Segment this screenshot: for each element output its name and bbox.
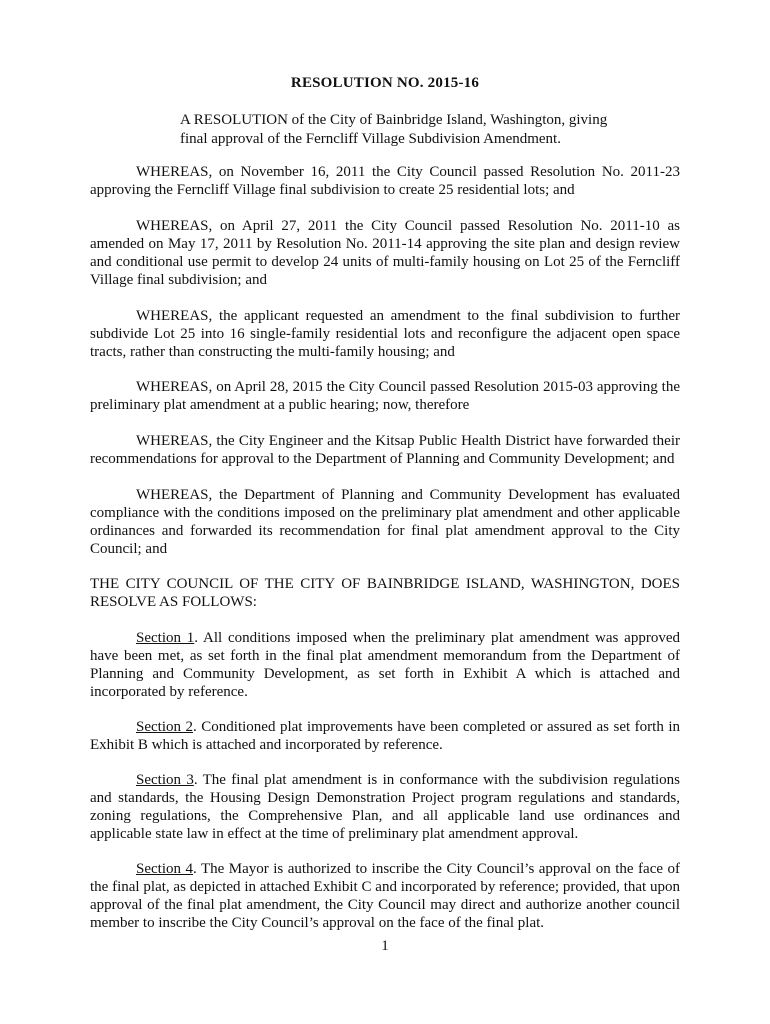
section-3 [90,771,680,843]
section-2-label: Section 2 [136,719,194,735]
whereas-paragraph-3: WHEREAS, the applicant requested an amendment to the final subdivision to further subdivide Lot 25 into 16 single-family residential lots and reconfigure the adjacent open space tracts, rather than constructing the multi-family housing; and [90,308,680,360]
resolve-statement: THE CITY COUNCIL OF THE CITY OF BAINBRIDGE ISLAND, WASHINGTON, DOES RESOLVE AS FOLLOWS: [90,576,680,610]
section-3-label: Section 3 [136,772,194,788]
resolution-subtitle: A RESOLUTION of the City of Bainbridge Island, Washington, giving final approval of the Ferncliff Village Subdivision Amendment. [180,112,608,147]
section-2 [90,718,680,754]
section-3-text: . The final plat amendment is in conformance with the subdivision regulations and standards, the Housing Design Demonstration Project program regulations and standards, zoning regulations, the Comprehensive Plan, and all applicable land use ordinances and applicable state law in effect at the time of preliminary plat amendment approval. [90,772,680,842]
section-1 [90,629,680,701]
section-4-label: Section 4 [136,861,193,877]
resolution-title: RESOLUTION NO. 2015-16 [290,75,480,91]
whereas-paragraph-2: WHEREAS, on April 27, 2011 the City Council passed Resolution No. 2011-10 as amended on May 17, 2011 by Resolution No. 2011-14 approving the site plan and design review and conditional use permit to develop 24 units of multi-family housing on Lot 25 of the Ferncliff Village final subdivision; and [90,218,680,288]
whereas-paragraph-1: WHEREAS, on November 16, 2011 the City Council passed Resolution No. 2011-23 approving the Ferncliff Village final subdivision to create 25 residential lots; and [90,164,680,198]
section-1-label: Section 1 [136,630,195,646]
section-2-text: . Conditioned plat improvements have been completed or assured as set forth in Exhibit B which is attached and incorporated by reference. [90,719,680,753]
whereas-paragraph-6: WHEREAS, the Department of Planning and Community Development has evaluated compliance with the conditions imposed on the preliminary plat amendment and other applicable ordinances and forwarded its recommendation for final plat amendment approval to the City Council; and [90,487,680,557]
section-1-text: . All conditions imposed when the preliminary plat amendment was approved have been met, as set forth in the final plat amendment memorandum from the Department of Planning and Community Development, as set forth in Exhibit A which is attached and incorporated by reference. [90,630,680,700]
whereas-paragraph-4: WHEREAS, on April 28, 2015 the City Council passed Resolution 2015-03 approving the preliminary plat amendment at a public hearing; now, therefore [90,379,680,413]
whereas-paragraph-5: WHEREAS, the City Engineer and the Kitsap Public Health District have forwarded their recommendations for approval to the Department of Planning and Community Development; and [90,433,680,467]
page-number: 1 [381,938,389,954]
section-4-text: . The Mayor is authorized to inscribe the City Council’s approval on the face of the final plat, as depicted in attached Exhibit C and incorporated by reference; provided, that upon approval of the final plat amendment, the City Council may direct and authorize another council member to inscribe the City Council’s approval on the face of the final plat. [90,861,680,931]
section-4 [90,860,680,932]
